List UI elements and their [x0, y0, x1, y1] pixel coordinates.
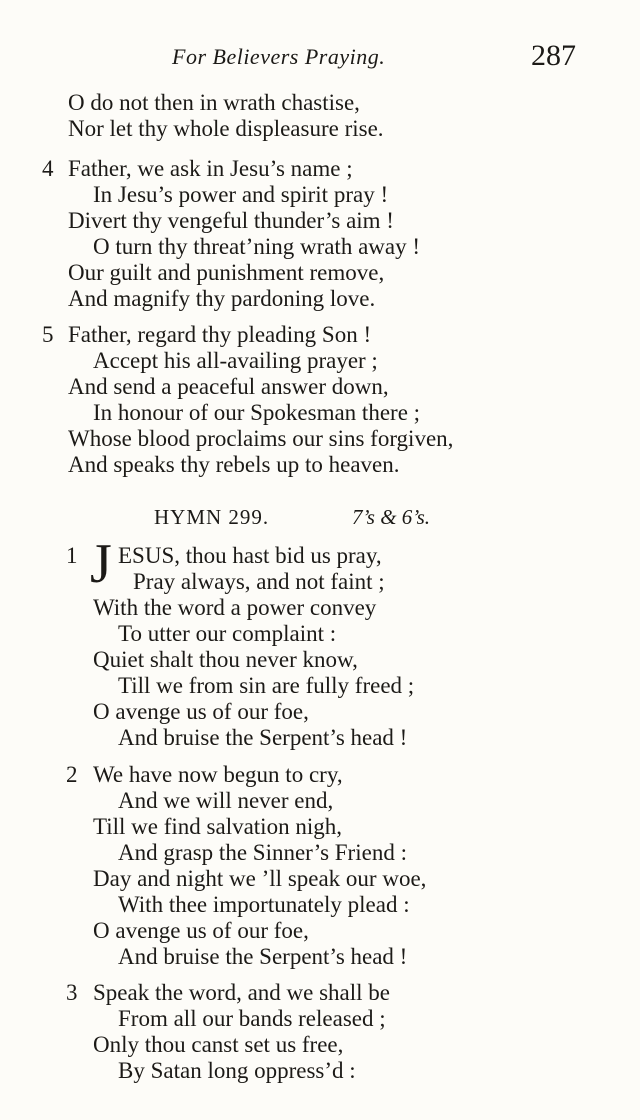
verse-line: O avenge us of our foe,: [93, 918, 309, 943]
verse-line: And we will never end,: [118, 788, 334, 813]
verse-line: We have now begun to cry,: [93, 762, 343, 787]
verse-line: ESUS, thou hast bid us pray,: [118, 543, 382, 568]
drop-cap: J: [90, 533, 112, 595]
verse-line: Accept his all-availing prayer ;: [93, 348, 378, 373]
verse-line: And speaks thy rebels up to heaven.: [68, 452, 400, 477]
verse-line: Speak the word, and we shall be: [93, 980, 391, 1005]
verse-line: Nor let thy whole displeasure rise.: [68, 116, 384, 141]
verse-line: With the word a power convey: [93, 595, 377, 620]
running-title: For Believers Praying.: [172, 44, 386, 69]
verse-line: Till we from sin are fully freed ;: [118, 673, 415, 698]
verse-line: With thee importunately plead :: [118, 892, 410, 917]
verse-line: From all our bands released ;: [118, 1006, 386, 1031]
stanza-number: 2: [66, 762, 78, 787]
verse-line: And bruise the Serpent’s head !: [118, 944, 408, 969]
verse-line: In honour of our Spokesman there ;: [93, 400, 421, 425]
verse-line: O avenge us of our foe,: [93, 699, 309, 724]
verse-line: And grasp the Sinner’s Friend :: [118, 840, 407, 865]
verse-line: Father, regard thy pleading Son !: [68, 322, 372, 347]
verse-line: Whose blood proclaims our sins forgiven,: [68, 426, 454, 451]
verse-line: Divert thy vengeful thunder’s aim !: [68, 208, 394, 233]
verse-line: And bruise the Serpent’s head !: [118, 725, 408, 750]
verse-line: Only thou canst set us free,: [93, 1032, 344, 1057]
verse-line: Day and night we ’ll speak our woe,: [93, 866, 427, 891]
verse-line: And send a peaceful answer down,: [68, 374, 389, 399]
verse-line: To utter our complaint :: [118, 621, 337, 646]
hymn-meter: 7’s & 6’s.: [352, 505, 431, 529]
stanza-number: 4: [42, 156, 54, 181]
stanza-number: 3: [66, 980, 78, 1005]
verse-line: And magnify thy pardoning love.: [68, 286, 376, 311]
verse-line: O turn thy threat’ning wrath away !: [93, 234, 421, 259]
hymn-heading: HYMN 299.: [154, 505, 270, 529]
stanza-number: 1: [66, 543, 78, 568]
verse-line: In Jesu’s power and spirit pray !: [93, 182, 389, 207]
verse-line: Quiet shalt thou never know,: [93, 647, 358, 672]
verse-line: O do not then in wrath chastise,: [68, 90, 360, 115]
verse-line: Till we find salvation nigh,: [93, 814, 342, 839]
verse-line: Father, we ask in Jesu’s name ;: [68, 156, 353, 181]
verse-line: By Satan long oppress’d :: [118, 1058, 356, 1083]
verse-line: Pray always, and not faint ;: [133, 569, 385, 594]
page-number: 287: [531, 39, 576, 72]
verse-line: Our guilt and punishment remove,: [68, 260, 385, 285]
stanza-number: 5: [42, 322, 54, 347]
